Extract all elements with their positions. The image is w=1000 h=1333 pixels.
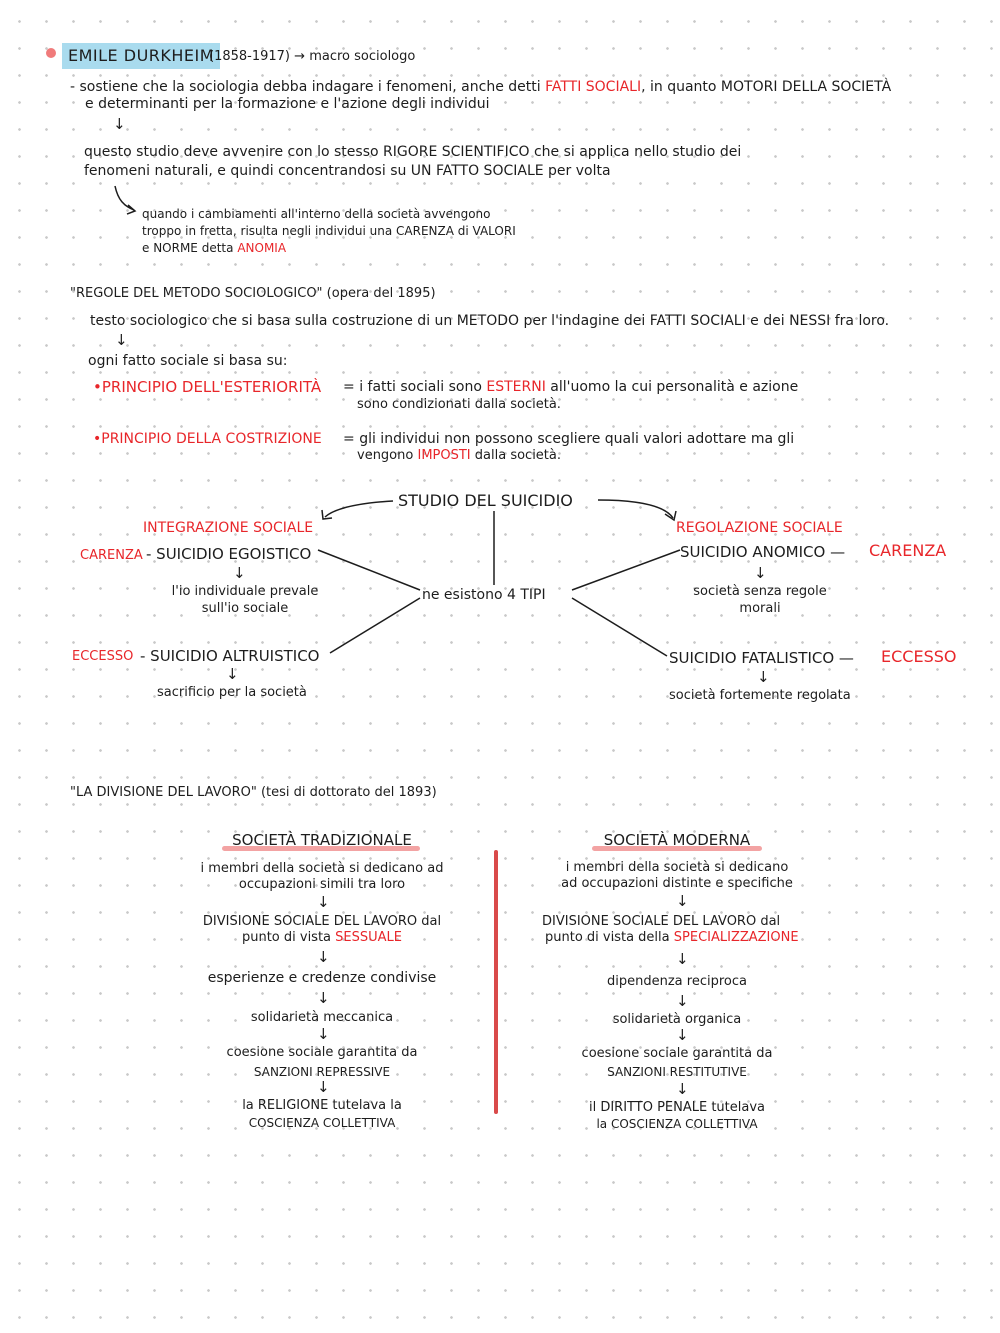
principio-costrizione-label: •PRINCIPIO DELLA COSTRIZIONE — [93, 431, 322, 447]
mod-step-1b: ad occupazioni distinte e specifiche — [561, 876, 793, 891]
intro-line-2: e determinanti per la formazione e l'azione degli individui — [85, 96, 490, 112]
intro-p2-line-2: fenomeni naturali, e quindi concentrandosi su UN FATTO SOCIALE per volta — [84, 163, 611, 179]
header-years: (1858-1917) — [209, 49, 291, 64]
arrow-down-icon: ↓ — [113, 115, 126, 133]
principio-text: all'uomo la cui personalità e azione — [550, 379, 799, 395]
principio-text: dalla società. — [474, 448, 562, 463]
mod-text: punto di vista della — [545, 930, 670, 945]
anomia-term: ANOMIA — [237, 241, 287, 255]
trad-text: punto di vista — [241, 930, 332, 945]
regole-line-2: ogni fatto sociale si basa su: — [88, 353, 288, 369]
regole-line-1: testo sociologico che si basa sulla costruzione di un METODO per l'indagine dei FATTI SOCIALI e dei NESSI fra loro. — [90, 313, 890, 329]
mod-step-3: dipendenza reciproca — [607, 974, 747, 989]
sessuale-term: SESSUALE — [335, 930, 403, 945]
principio-text: i fatti sociali sono — [359, 379, 482, 395]
anomico-tag: CARENZA — [869, 541, 947, 560]
egoistico-tag: CARENZA — [80, 548, 143, 563]
trad-step-2a: DIVISIONE SOCIALE DEL LAVORO dal — [202, 914, 442, 929]
regole-title: "REGOLE DEL METODO SOCIOLOGICO" (opera del 1895) — [70, 286, 436, 301]
trad-step-3: esperienze e credenze condivise — [207, 970, 437, 986]
specializzazione-term: SPECIALIZZAZIONE — [673, 930, 799, 945]
arrow-down-icon: ↓ — [317, 1078, 330, 1096]
suicidio-title: STUDIO DEL SUICIDIO — [398, 491, 573, 510]
page-title: EMILE DURKHEIM — [62, 43, 220, 69]
tradizionale-heading: SOCIETÀ TRADIZIONALE — [232, 831, 412, 849]
arrow-down-icon: ↓ — [317, 948, 330, 966]
header-role: macro sociologo — [309, 49, 416, 64]
trad-step-6a: la RELIGIONE tutelava la — [242, 1098, 402, 1113]
principio-esteriorita-label: •PRINCIPIO DELL'ESTERIORITÀ — [93, 378, 322, 396]
equals-sign: = — [343, 431, 355, 447]
intro-p3-line-2: troppo in fretta, risulta negli individui una CARENZA di VALORI — [142, 224, 516, 238]
mod-step-6b: la COSCIENZA COLLETTIVA — [596, 1117, 758, 1131]
altruistico-desc: sacrificio per la società — [157, 685, 307, 700]
trad-step-1b: occupazioni simili tra loro — [238, 877, 406, 892]
egoistico-desc-2: sull'io sociale — [201, 601, 289, 616]
esterni-term: ESTERNI — [486, 379, 546, 395]
mod-step-2b — [545, 931, 799, 946]
trad-step-1a: i membri della società si dedicano ad — [200, 861, 444, 876]
trad-step-6b: COSCIENZA COLLETTIVA — [248, 1116, 396, 1130]
arrow-down-icon: ↓ — [676, 1080, 689, 1098]
column-divider — [494, 850, 498, 1114]
equals-sign: = — [343, 379, 355, 395]
trad-step-4: solidarietà meccanica — [250, 1010, 394, 1025]
fatalistico-desc: società fortemente regolata — [669, 688, 851, 703]
altruistico-label: - SUICIDIO ALTRUISTICO — [140, 647, 320, 665]
arrow-down-icon: ↓ — [754, 564, 767, 582]
mod-step-5b: SANZIONI RESTITUTIVE — [607, 1065, 747, 1079]
moderna-heading: SOCIETÀ MODERNA — [603, 831, 751, 849]
anomico-desc-1: società senza regole — [693, 584, 827, 599]
fatalistico-tag: ECCESSO — [881, 647, 957, 666]
trad-step-2b — [172, 931, 472, 946]
arrow-down-icon: ↓ — [757, 668, 770, 686]
intro-p3-line-1: quando i cambiamenti all'interno della società avvengono — [142, 207, 491, 221]
arrow-down-icon: ↓ — [676, 1026, 689, 1044]
regolazione-heading: REGOLAZIONE SOCIALE — [676, 520, 843, 536]
arrow-down-icon: ↓ — [317, 989, 330, 1007]
principio-text: gli individui non possono scegliere quali valori adottare ma gli — [359, 431, 795, 447]
arrow-down-icon: ↓ — [233, 564, 246, 582]
mod-step-2a: DIVISIONE SOCIALE DEL LAVORO dal — [542, 914, 781, 929]
imposti-term: IMPOSTI — [417, 448, 471, 463]
arrow-down-icon: ↓ — [115, 331, 128, 349]
trad-step-5a: coesione sociale garantita da — [226, 1045, 418, 1060]
principio-costrizione-line-2 — [357, 449, 561, 464]
arrow-down-icon: ↓ — [226, 665, 239, 683]
mod-step-1a: i membri della società si dedicano — [565, 860, 789, 875]
arrow-down-icon: ↓ — [676, 892, 689, 910]
egoistico-label: - SUICIDIO EGOISTICO — [146, 545, 312, 563]
anomico-desc-2: morali — [739, 601, 781, 616]
intro-text: sostiene che la sociologia debba indagare i fenomeni, anche detti — [79, 79, 541, 95]
mod-step-6a: il DIRITTO PENALE tutelava — [588, 1100, 765, 1115]
divisione-title: "LA DIVISIONE DEL LAVORO" (tesi di dottorato del 1893) — [70, 785, 437, 800]
mod-step-5a: coesione sociale garantita da — [581, 1046, 773, 1061]
intro-p2-line-1: questo studio deve avvenire con lo stesso RIGORE SCIENTIFICO che si applica nello studio dei — [84, 144, 742, 160]
arrow-down-icon: ↓ — [676, 992, 689, 1010]
fatalistico-label: SUICIDIO FATALISTICO — — [669, 649, 854, 667]
altruistico-tag: ECCESSO — [72, 649, 134, 664]
intro-red-text: FATTI SOCIALI — [545, 79, 642, 95]
tipi-node: ne esistono 4 TIPI — [422, 587, 546, 603]
anomico-label: SUICIDIO ANOMICO — — [680, 543, 846, 561]
arrow-down-icon: ↓ — [676, 950, 689, 968]
header-arrow: → — [294, 49, 306, 64]
integrazione-heading: INTEGRAZIONE SOCIALE — [143, 520, 314, 536]
mod-step-4: solidarietà organica — [612, 1012, 742, 1027]
arrow-down-icon: ↓ — [317, 893, 330, 911]
intro-p3-line-3 — [142, 242, 286, 256]
principio-esteriorita-line-2: sono condizionati dalla società. — [357, 397, 561, 412]
dash: - — [70, 79, 76, 95]
principio-costrizione-text — [343, 431, 794, 447]
egoistico-desc-1: l'io individuale prevale — [171, 584, 319, 599]
arrow-down-icon: ↓ — [317, 1025, 330, 1043]
principio-esteriorita-text — [343, 379, 798, 395]
principio-text: vengono — [357, 448, 414, 463]
trad-step-5b: SANZIONI REPRESSIVE — [253, 1065, 391, 1079]
intro-p3-text: e NORME detta — [142, 241, 234, 255]
intro-text-end: , in quanto MOTORI DELLA SOCIETÀ — [641, 79, 892, 95]
